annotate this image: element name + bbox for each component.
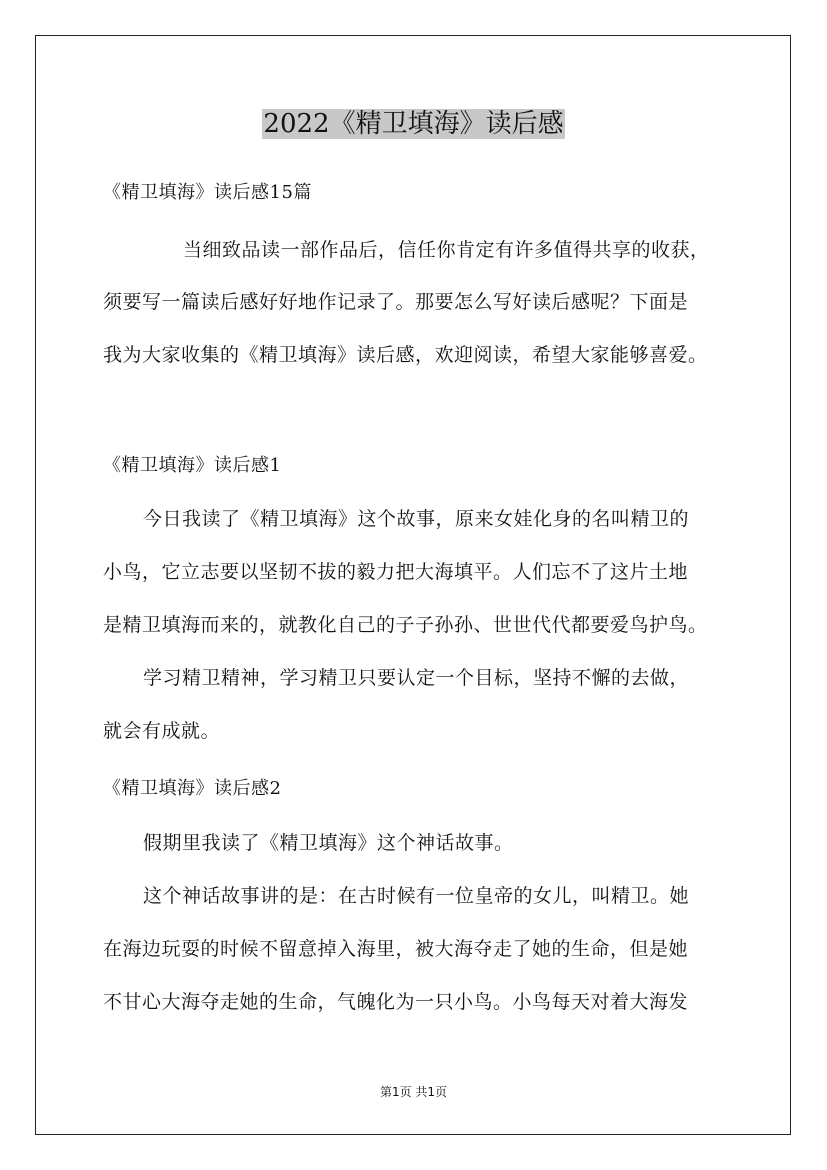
document-title xyxy=(0,104,827,144)
section-1-line-4: 学习精卫精神，学习精卫只要认定一个目标，坚持不懈的去做， xyxy=(143,667,690,689)
document-subtitle: 《精卫填海》读后感15篇 xyxy=(103,182,312,203)
section-2-line-2: 这个神话故事讲的是：在古时候有一位皇帝的女儿，叫精卫。她 xyxy=(143,885,690,907)
document-title-text: 2022《精卫填海》读后感 xyxy=(263,109,564,139)
section-1-line-2: 小鸟，它立志要以坚韧不拔的毅力把大海填平。人们忘不了这片土地 xyxy=(103,561,689,583)
section-1-line-5: 就会有成就。 xyxy=(103,720,221,742)
section-2-line-4: 不甘心大海夺走她的生命，气魄化为一只小鸟。小鸟每天对着大海发 xyxy=(103,991,689,1013)
section-2-line-1: 假期里我读了《精卫填海》这个神话故事。 xyxy=(143,832,514,854)
section-1-line-3: 是精卫填海而来的，就教化自己的子子孙孙、世世代代都要爱鸟护鸟。 xyxy=(103,614,708,636)
intro-line-1: 当细致品读一部作品后，信任你肯定有许多值得共享的收获， xyxy=(183,239,710,261)
section-1-line-1: 今日我读了《精卫填海》这个故事，原来女娃化身的名叫精卫的 xyxy=(143,508,690,530)
intro-line-2: 须要写一篇读后感好好地作记录了。那要怎么写好读后感呢？下面是 xyxy=(103,291,689,313)
intro-line-3: 我为大家收集的《精卫填海》读后感，欢迎阅读，希望大家能够喜爱。 xyxy=(103,344,708,366)
page-footer: 第1页 共1页 xyxy=(379,1085,448,1099)
section-2-line-3: 在海边玩耍的时候不留意掉入海里，被大海夺走了她的生命，但是她 xyxy=(103,938,689,960)
section-2-heading: 《精卫填海》读后感2 xyxy=(103,778,282,799)
section-1-heading: 《精卫填海》读后感1 xyxy=(103,455,282,476)
